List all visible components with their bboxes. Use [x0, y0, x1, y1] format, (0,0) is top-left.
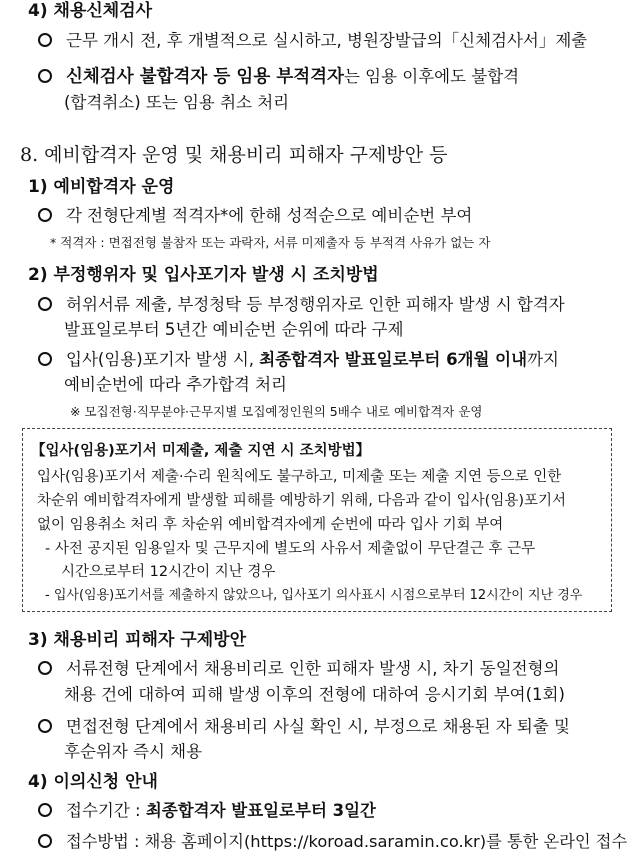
circle-bullet-icon: [38, 297, 52, 311]
circle-bullet-icon: [38, 803, 52, 817]
circle-bullet-icon: [38, 33, 52, 47]
circle-bullet-icon: [38, 208, 52, 222]
circle-bullet-icon: [38, 352, 52, 366]
notice-title: 【입사(임용)포기서 미제출, 제출 지연 시 조치방법】: [31, 443, 371, 459]
notice-dash-item-continuation: 시간으로부터 12시간이 지난 경우: [61, 564, 276, 580]
section-heading: 1) 예비합격자 운영: [28, 177, 175, 197]
notice-box: [22, 428, 612, 612]
bullet-item: 근무 개시 전, 후 개별적으로 실시하고, 병원장발급의「신체검사서」제출: [38, 27, 587, 51]
bullet-item: 접수기간 : 최종합격자 발표일로부터 3일간: [38, 797, 376, 821]
section-heading: 4) 채용신체검사: [28, 1, 153, 21]
bullet-item: 각 전형단계별 적격자*에 한해 성적순으로 예비순번 부여: [38, 202, 472, 226]
bullet-item: 입사(임용)포기자 발생 시, 최종합격자 발표일로부터 6개월 이내까지: [38, 346, 559, 370]
notice-dash-item: - 입사(임용)포기서를 제출하지 않았으나, 입사포기 의사표시 시점으로부터 12시간이 지난 경우: [45, 588, 583, 603]
bullet-continuation: 예비순번에 따라 추가합격 처리: [64, 375, 287, 394]
section-heading: 4) 이의신청 안내: [28, 772, 158, 792]
circle-bullet-icon: [38, 69, 52, 83]
notice-text: 입사(임용)포기서 제출·수리 원칙에도 불구하고, 미제출 또는 제출 지연 등으로 인한: [37, 469, 562, 485]
footnote: * 적격자 : 면접전형 불참자 또는 과락자, 서류 미제출자 등 부적격 사유가 없는 자: [50, 235, 491, 250]
notice-text: 차순위 예비합격자에게 발생할 피해를 예방하기 위해, 다음과 같이 입사(임용)포기서: [37, 493, 567, 509]
bullet-item: 면접전형 단계에서 채용비리 사실 확인 시, 부정으로 채용된 자 퇴출 및: [38, 713, 570, 737]
circle-bullet-icon: [38, 719, 52, 733]
notice-text: 없이 임용취소 처리 후 차순위 예비합격자에게 순번에 따라 입사 기회 부여: [37, 517, 504, 533]
bullet-item: 신체검사 불합격자 등 임용 부적격자는 임용 이후에도 불합격: [38, 63, 519, 88]
bullet-item: 접수방법 : 채용 홈페이지(https://koroad.saramin.co.kr)를 통한 온라인 접수: [38, 828, 627, 852]
section-heading: 2) 부정행위자 및 입사포기자 발생 시 조치방법: [28, 265, 379, 285]
notice-dash-item: - 사전 공지된 임용일자 및 근무지에 별도의 사유서 제출없이 무단결근 후 근무: [45, 541, 536, 557]
bullet-continuation: (합격취소) 또는 임용 취소 처리: [64, 93, 290, 112]
circle-bullet-icon: [38, 661, 52, 675]
bullet-item: 서류전형 단계에서 채용비리로 인한 피해자 발생 시, 차기 동일전형의: [38, 655, 560, 679]
section-heading: 3) 채용비리 피해자 구제방안: [28, 630, 246, 650]
bullet-item: 허위서류 제출, 부정청탁 등 부정행위자로 인한 피해자 발생 시 합격자: [38, 291, 565, 315]
bullet-continuation: 발표일로부터 5년간 예비순번 순위에 따라 구제: [64, 320, 404, 339]
circle-bullet-icon: [38, 834, 52, 848]
bullet-continuation: 채용 건에 대하여 피해 발생 이후의 전형에 대하여 응시기회 부여(1회): [64, 685, 565, 704]
section-title: 8. 예비합격자 운영 및 채용비리 피해자 구제방안 등: [20, 144, 448, 166]
bullet-continuation: 후순위자 즉시 채용: [64, 742, 203, 761]
footnote: ※ 모집전형·직무분야·근무지별 모집예정인원의 5배수 내로 예비합격자 운영: [70, 404, 483, 419]
